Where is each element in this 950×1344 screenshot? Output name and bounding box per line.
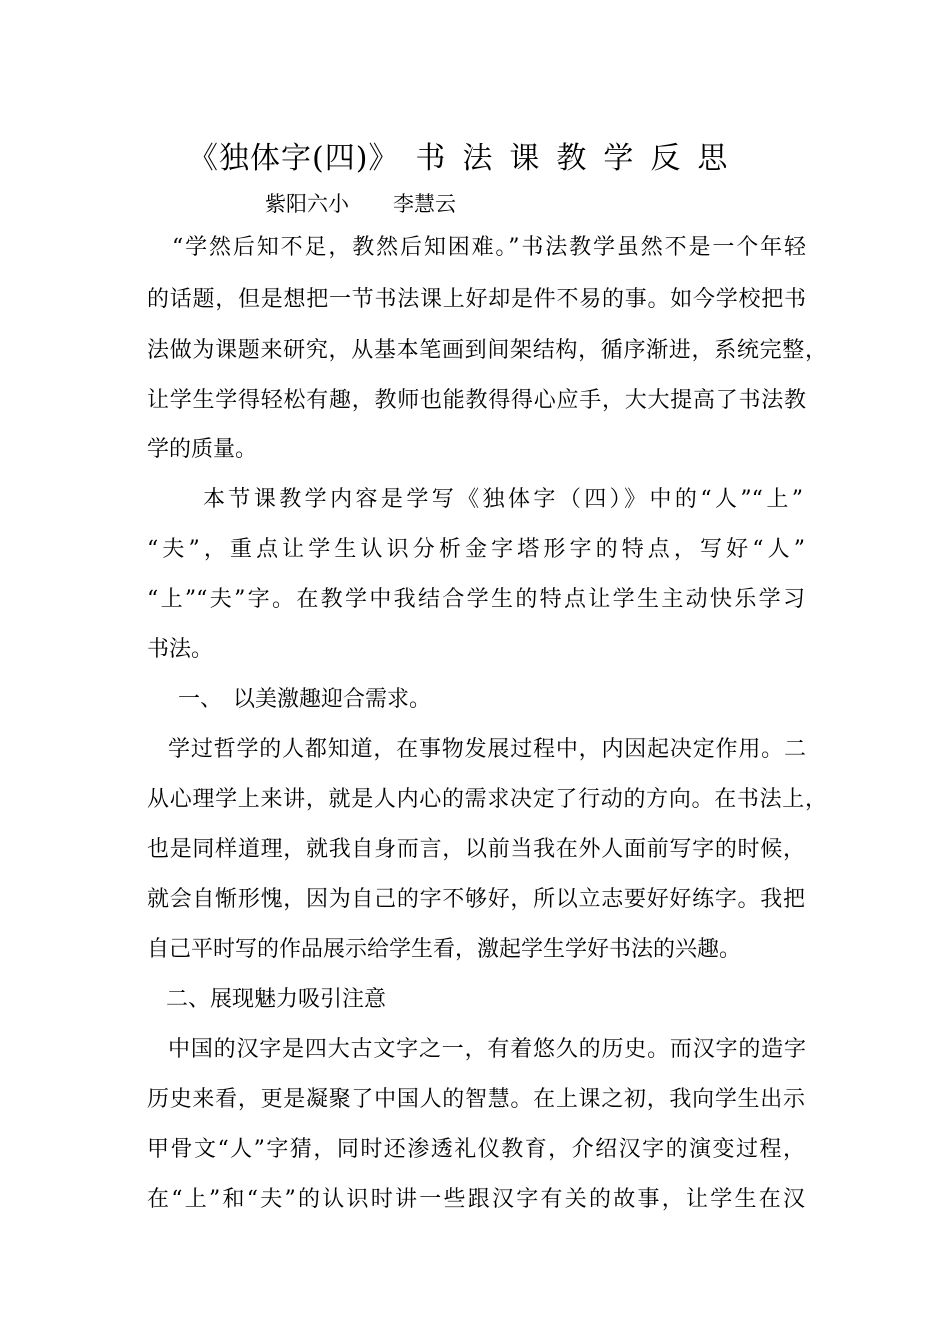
text-line: 在“上”和“夫”的认识时讲一些跟汉字有关的故事，让学生在汉	[147, 1187, 805, 1212]
text-line: 从心理学上来讲，就是人内心的需求决定了行动的方向。在书法上，	[147, 787, 827, 812]
text-line: “学然后知不足，教然后知困难。”书法教学虽然不是一个年轻	[172, 235, 806, 260]
text-line: 自己平时写的作品展示给学生看，激起学生学好书法的兴趣。	[147, 937, 742, 962]
text-line: 历史来看，更是凝聚了中国人的智慧。在上课之初，我向学生出示	[147, 1087, 805, 1112]
text-line: 甲骨文“人”字猜，同时还渗透礼仪教育，介绍汉字的演变过程，	[147, 1137, 805, 1162]
title-part-2: 书法课教学反思	[415, 141, 745, 176]
text-line: 让学生学得轻松有趣，教师也能教得得心应手，大大提高了书法教	[147, 388, 806, 413]
text-line: “夫”，重点让学生认识分析金字塔形字的特点，写好“人”	[147, 537, 805, 562]
text-line: 中国的汉字是四大古文字之一，有着悠久的历史。而汉字的造字	[168, 1037, 806, 1062]
text-line: 就会自惭形愧，因为自己的字不够好，所以立志要好好练字。我把	[147, 887, 805, 912]
text-line: 学的质量。	[147, 437, 258, 462]
text-line: 也是同样道理，就我自身而言，以前当我在外人面前写字的时候，	[147, 837, 805, 862]
text-line: 法做为课题来研究，从基本笔画到间架结构，循序渐进，系统完整，	[147, 338, 827, 363]
text-line: 本节课教学内容是学写《独体字（四）》中的“人”“上”	[203, 487, 803, 512]
author-line	[265, 188, 456, 218]
document-title	[188, 133, 744, 177]
text-line: 学过哲学的人都知道，在事物发展过程中，内因起决定作用。二	[168, 737, 806, 762]
author-name: 李慧云	[393, 192, 456, 216]
title-part-1: 《独体字(四)》	[188, 141, 400, 176]
text-line: “上”“夫”字。在教学中我结合学生的特点让学生主动快乐学习	[147, 587, 805, 612]
section-heading: 一、 以美激趣迎合需求。	[178, 687, 432, 712]
text-line: 的话题，但是想把一节书法课上好却是件不易的事。如今学校把书	[147, 287, 806, 312]
section-heading: 二、展现魅力吸引注意	[166, 987, 387, 1012]
author-school: 紫阳六小	[265, 192, 349, 216]
text-line: 书法。	[147, 637, 214, 662]
